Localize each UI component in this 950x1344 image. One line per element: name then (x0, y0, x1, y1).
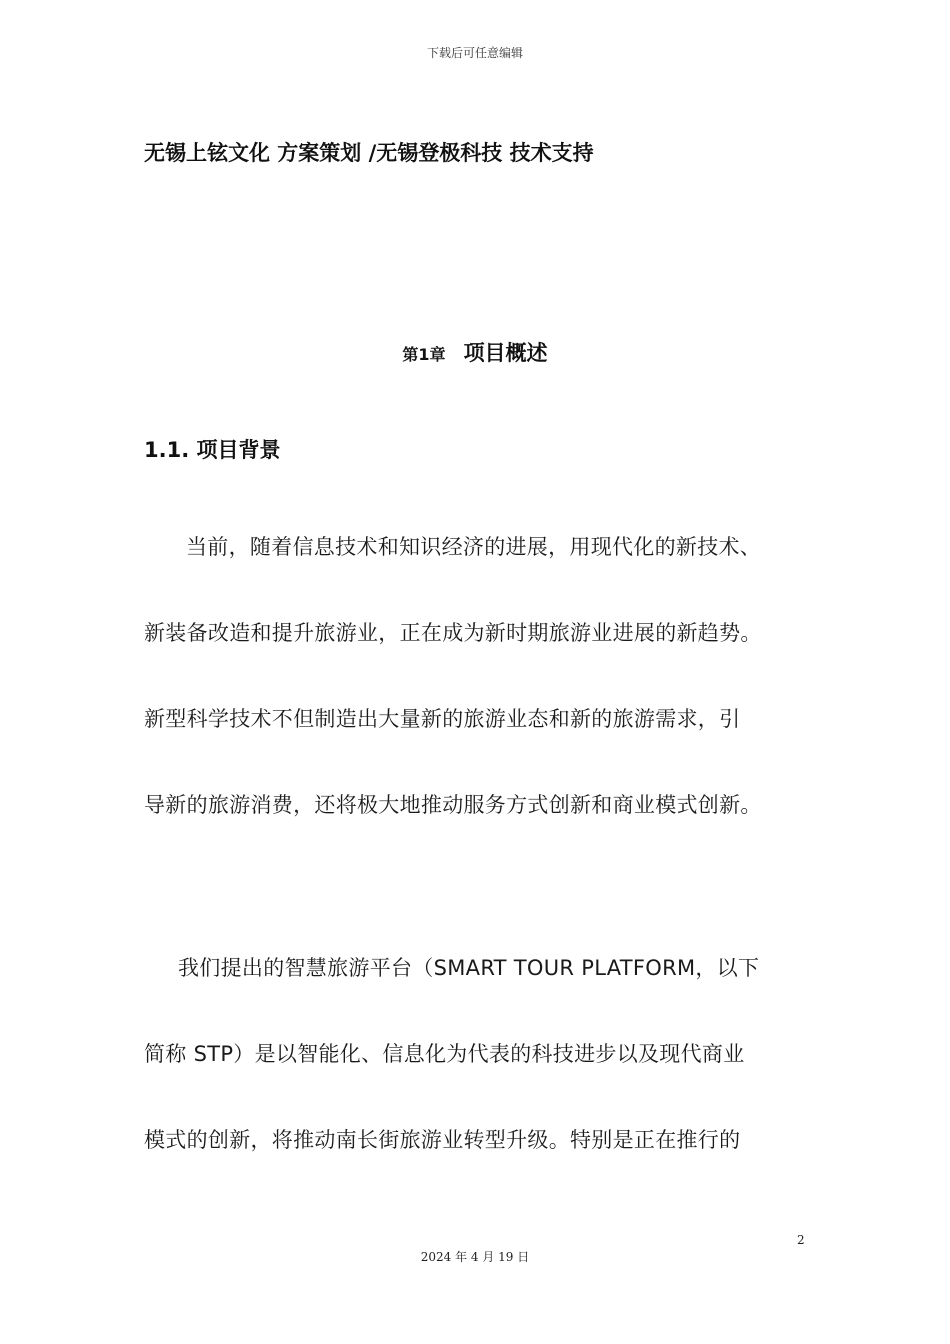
section-heading: 1.1. 项目背景 (144, 438, 281, 462)
header-note: 下载后可任意编辑 (426, 46, 523, 60)
paragraph-1-line-4: 导新的旅游消费，还将极大地推动服务方式创新和商业模式创新。 (144, 793, 762, 817)
page-number: 2 (797, 1233, 805, 1247)
chapter-number: 第1章 (402, 345, 446, 364)
paragraph-2-line-2: 简称 STP）是以智能化、信息化为代表的科技进步以及现代商业 (144, 1042, 745, 1066)
paragraph-1-line-3: 新型科学技术不但制造出大量新的旅游业态和新的旅游需求，引 (144, 707, 741, 731)
paragraph-1-line-2: 新装备改造和提升旅游业，正在成为新时期旅游业进展的新趋势。 (144, 621, 762, 645)
chapter-name: 项目概述 (463, 341, 548, 365)
chapter-title (0, 337, 950, 367)
paragraph-2-line-3: 模式的创新，将推动南长街旅游业转型升级。特别是正在推行的 (144, 1128, 741, 1152)
paragraph-2-line-1: 我们提出的智慧旅游平台（SMART TOUR PLATFORM，以下 (178, 956, 760, 980)
footer-date: 2024 年 4 月 19 日 (420, 1250, 530, 1264)
paragraph-1-line-1: 当前，随着信息技术和知识经济的进展，用现代化的新技术、 (186, 535, 762, 559)
company-credit-line: 无锡上铉文化 方案策划 /无锡登极科技 技术支持 (144, 141, 594, 165)
